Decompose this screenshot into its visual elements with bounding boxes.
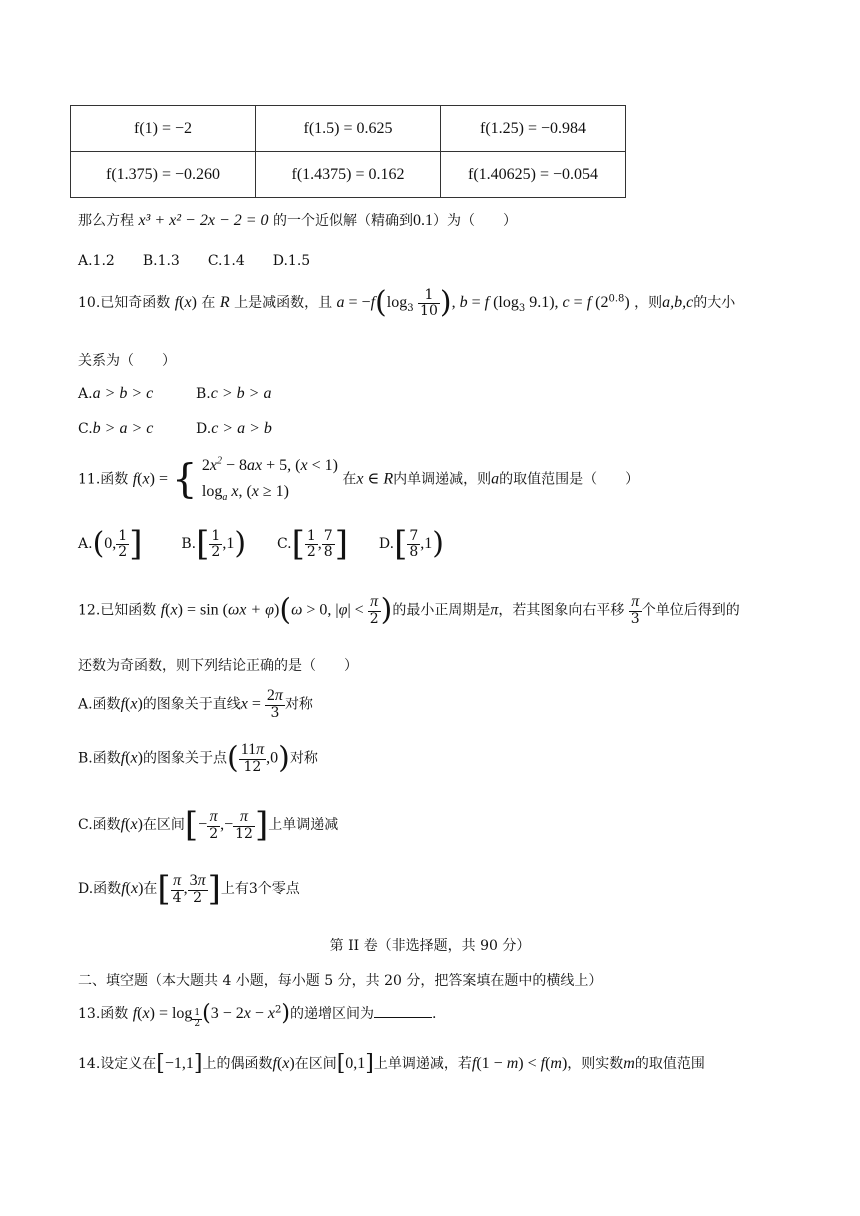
table-row: [71, 152, 626, 198]
q10-option-b: B.c > b > a: [196, 385, 272, 402]
q14-stem: 14.设定义在[−1,1]上的偶函数f(x)在区间[0,1]上单调递减，若f(1 − m) < f(m)，则实数m的取值范围: [78, 1051, 705, 1076]
q10-stem-line2: 关系为（ ）: [78, 353, 176, 369]
q12-option-b: B.函数f(x)的图象关于点( $\frac{11\pi}{12}$ ,0)对称: [78, 740, 318, 776]
q11-options: A.(0, $\frac{1}{2}$ ] B.[ $\frac{1}{2}$ ,1) C.[ $\frac{1}{2}$ , $\frac{7}{8}$ ] D.[ $\frac{7}{8}$ ,1): [78, 524, 444, 564]
function-value-table: [70, 105, 626, 198]
q12-option-a: A.函数f(x)的图象关于直线x = $\frac{2\pi}{3}$ 对称: [78, 687, 313, 721]
q10-stem: 10.已知奇函数 f(x) 在 R 上是减函数，且 $a = -f(\log_3$ $\frac{1}{10}$ ), b = f ($\log_3$ 9.1), c = f $(2^{0.8})$ ，则a,b,c的大小: [78, 285, 736, 321]
q11-stem: 11.函数 f(x) = { $2x^2 - 8ax + 5$, (x < 1) $\log_a x$, (x ≥ 1) 在x ∈ R内单调递减，则a的取值范围是（ ）: [78, 455, 640, 503]
part-heading: 二、填空题（本大题共 4 小题，每小题 5 分，共 20 分，把答案填在题中的横线上）: [78, 973, 603, 989]
table-cell: f(1.5) = 0.625: [256, 106, 441, 152]
section-title: 第 II 卷（非选择题，共 90 分）: [329, 938, 531, 954]
q10-option-c: C.b > a > c: [78, 420, 154, 437]
q13-stem: 13.函数 f(x) = log $_{\frac{1}{2}}$ $(3 - 2x - x^2)$的递增区间为 .: [78, 1001, 437, 1029]
q12-stem-line2: 还数为奇函数，则下列结论正确的是（ ）: [78, 658, 358, 674]
q12-option-d: D.函数f(x)在[ $\frac{\pi}{4}$ , $\frac{3\pi}{2}$ ]上有3个零点: [78, 869, 300, 909]
table-cell: f(1.25) = −0.984: [441, 106, 626, 152]
q9-options: A.1.2 B.1.3 C.1.4 D.1.5: [78, 253, 311, 269]
q9-equation: x³ + x² − 2x − 2 = 0: [138, 212, 269, 229]
table-cell: f(1) = −2: [71, 106, 256, 152]
q9-stem: 那么方程 x³ + x² − 2x − 2 = 0 的一个近似解（精确到0.1）为（ ）: [78, 212, 517, 229]
q10-option-d: D.c > a > b: [196, 420, 272, 437]
q12-option-c: C.函数f(x)在区间[− $\frac{\pi}{2}$ ,− $\frac{\pi}{12}$ ]上单调递减: [78, 805, 339, 845]
answer-blank[interactable]: [374, 1017, 432, 1018]
q12-stem: 12.已知函数 f(x) = sin (ωx + φ)(ω > 0, |φ| < $\frac{\pi}{2}$ )的最小正周期是π，若其图象向右平移 $\frac{\pi}{3}$ 个单位后得到的: [78, 592, 740, 628]
table-cell: f(1.40625) = −0.054: [441, 152, 626, 198]
q10-option-a: A.a > b > c: [78, 385, 154, 402]
table-row: [71, 106, 626, 152]
table-cell: f(1.375) = −0.260: [71, 152, 256, 198]
table-cell: f(1.4375) = 0.162: [256, 152, 441, 198]
